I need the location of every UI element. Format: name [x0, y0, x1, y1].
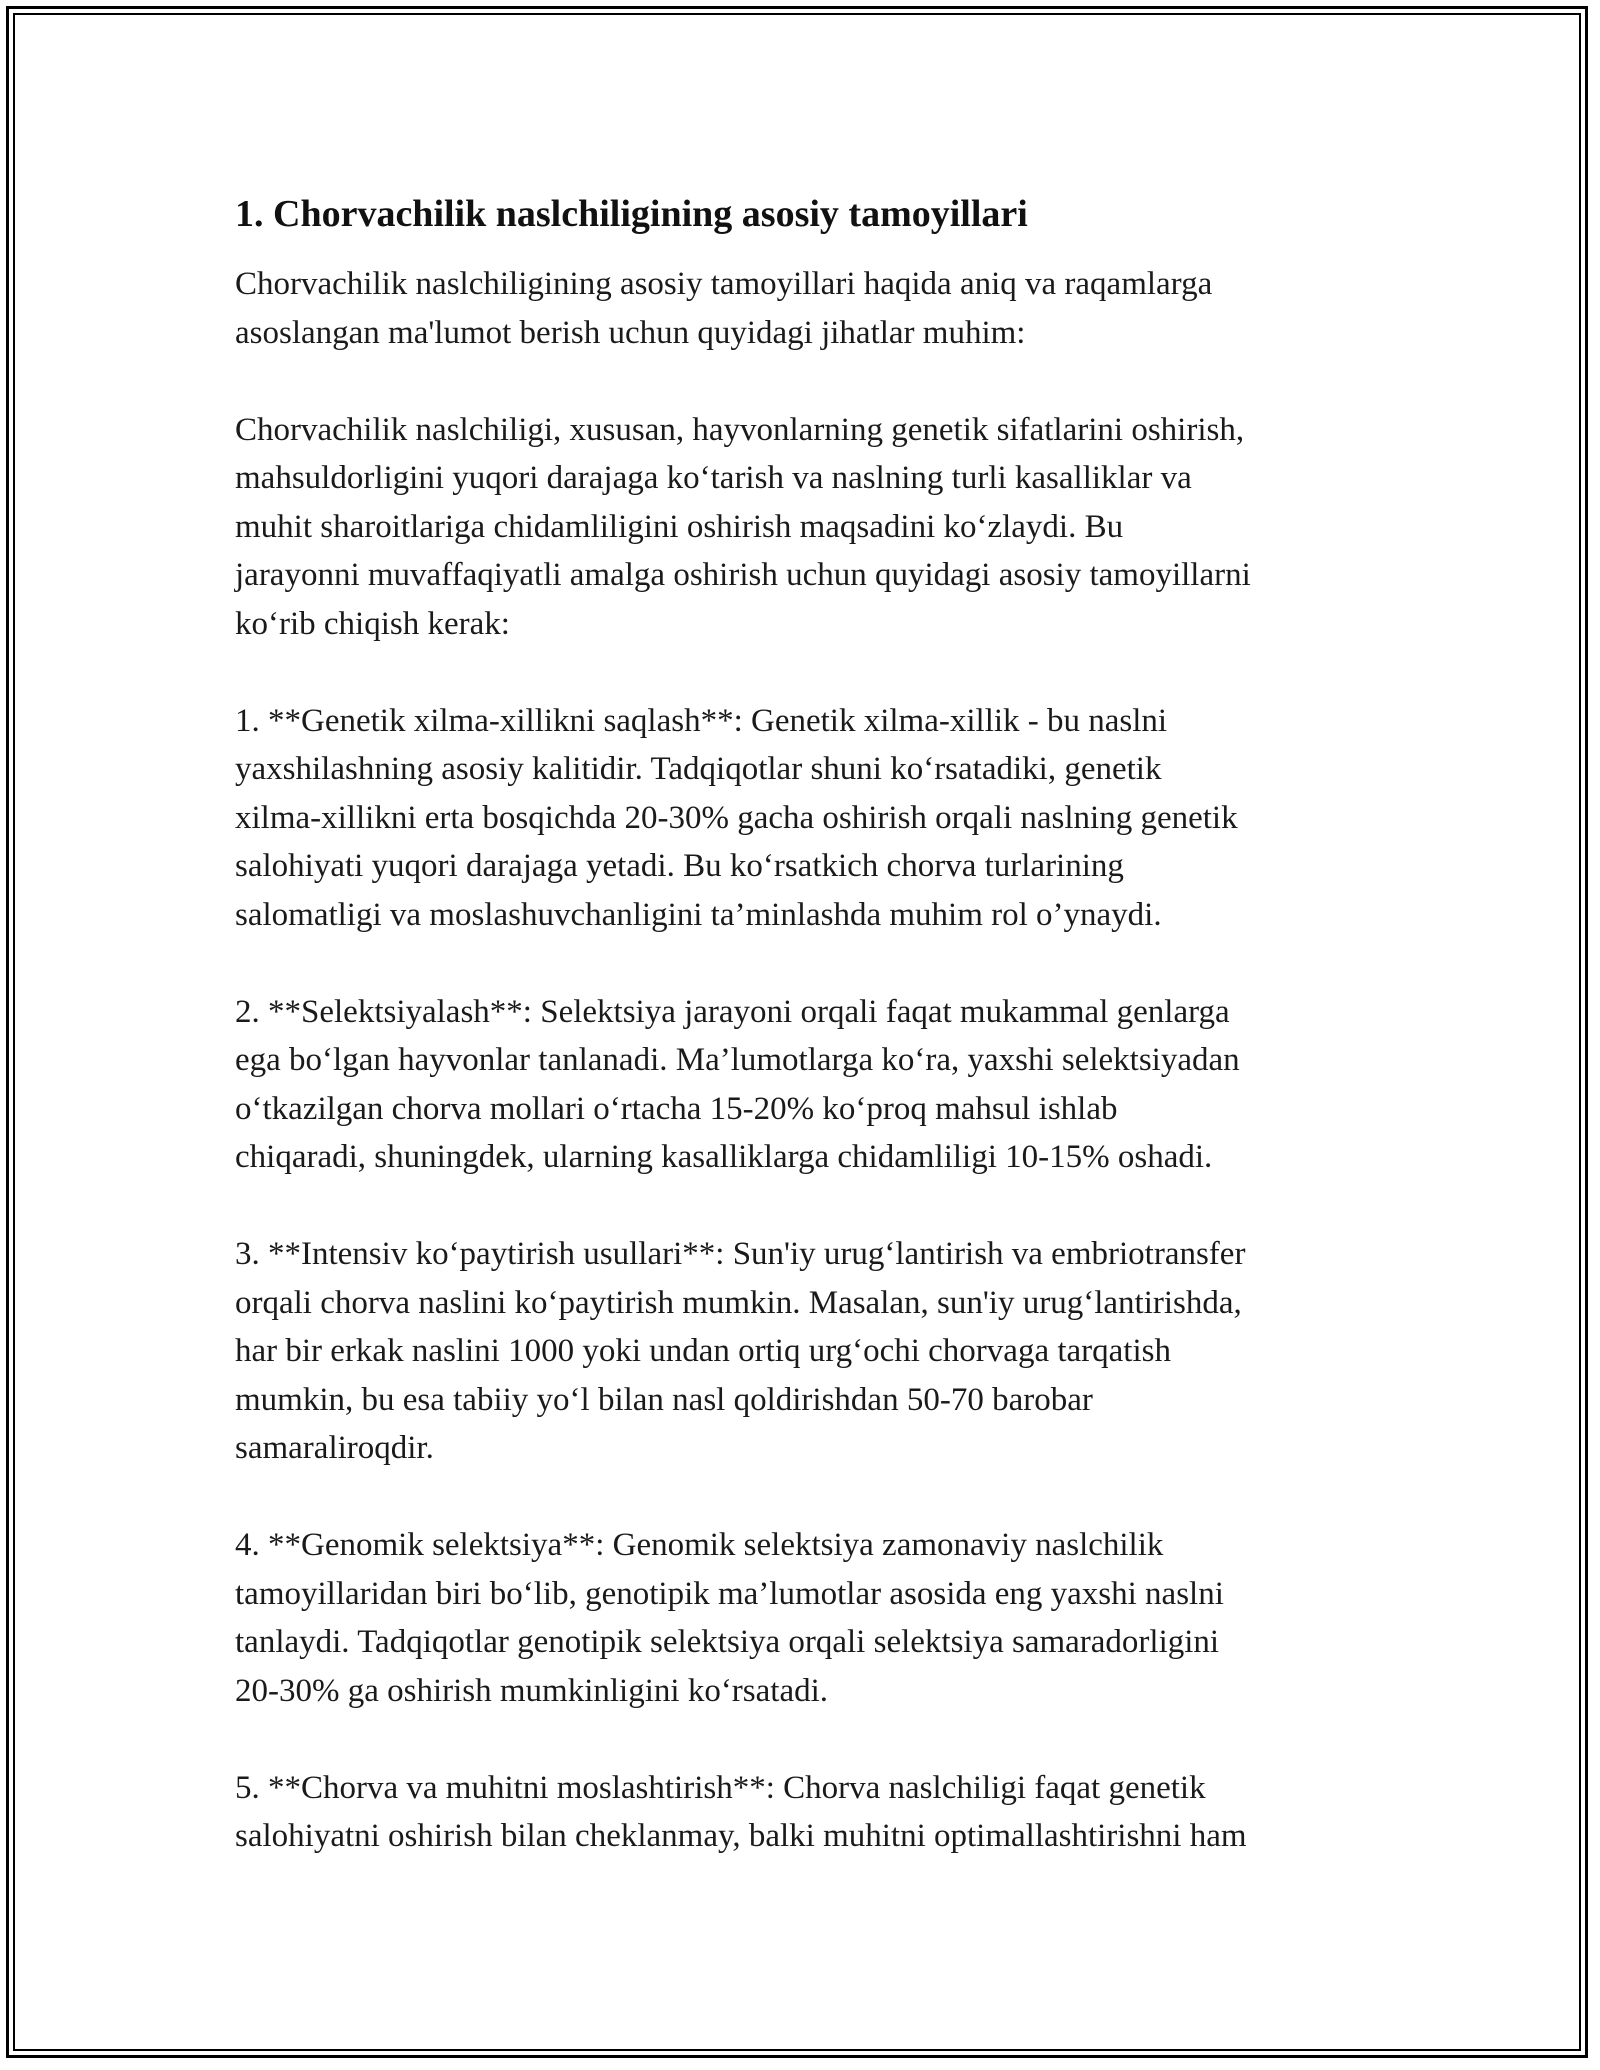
text-line: mahsuldorligini yuqori darajaga ko‘tarish va naslning turli kasalliklar va [235, 460, 1192, 496]
paragraph-item-1 [235, 697, 1370, 940]
text-line: salomatligi va moslashuvchanligini ta’minlashda muhim rol o’ynaydi. [235, 896, 1162, 933]
text-line: 5. **Chorva va muhitni moslashtirish**: Chorva naslchiligi faqat genetik [235, 1769, 1206, 1806]
text-line: xilma-xillikni erta bosqichda 20-30% gacha oshirish orqali naslning genetik [235, 799, 1238, 836]
paragraph-item-3 [235, 1230, 1370, 1473]
text-line: tamoyillaridan biri bo‘lib, genotipik ma’lumotlar asosida eng yaxshi naslni [235, 1575, 1224, 1612]
text-line: 3. **Intensiv ko‘paytirish usullari**: Sun'iy urug‘lantirish va embriotransfer [235, 1236, 1246, 1272]
text-line: salohiyatni oshirish bilan cheklanmay, balki muhitni optimallashtirishni ham [235, 1818, 1247, 1854]
text-line: samaraliroqdir. [235, 1430, 434, 1466]
text-line: har bir erkak naslini 1000 yoki undan ortiq urg‘ochi chorvaga tarqatish [235, 1333, 1171, 1369]
text-line: o‘tkazilgan chorva mollari o‘rtacha 15-20% ko‘proq mahsul ishlab [235, 1090, 1118, 1127]
text-line: tanlaydi. Tadqiqotlar genotipik selektsiya orqali selektsiya samaradorligini [235, 1624, 1220, 1660]
text-line: ega bo‘lgan hayvonlar tanlanadi. Ma’lumotlarga ko‘ra, yaxshi selektsiyadan [235, 1042, 1240, 1078]
paragraph-item-4 [235, 1521, 1370, 1715]
text-line: mumkin, bu esa tabiiy yo‘l bilan nasl qoldirishdan 50-70 barobar [235, 1381, 1093, 1418]
text-line: 2. **Selektsiyalash**: Selektsiya jarayoni orqali faqat mukammal genlarga [235, 993, 1230, 1030]
text-line: yaxshilashning asosiy kalitidir. Tadqiqotlar shuni ko‘rsatadiki, genetik [235, 751, 1162, 787]
text-line: salohiyati yuqori darajaga yetadi. Bu ko‘rsatkich chorva turlarining [235, 848, 1124, 884]
text-line: 1. **Genetik xilma-xillikni saqlash**: Genetik xilma-xillik - bu naslni [235, 702, 1168, 739]
text-line: orqali chorva naslini ko‘paytirish mumkin. Masalan, sun'iy urug‘lantirishda, [235, 1284, 1242, 1321]
paragraph-overview [235, 406, 1370, 649]
paragraph-item-5 [235, 1764, 1370, 1861]
text-line: muhit sharoitlariga chidamliligini oshirish maqsadini ko‘zlaydi. Bu [235, 508, 1124, 545]
paragraph-item-2 [235, 988, 1370, 1182]
text-line: 20-30% ga oshirish mumkinligini ko‘rsatadi. [235, 1672, 829, 1709]
text-line: 4. **Genomik selektsiya**: Genomik selektsiya zamonaviy naslchilik [235, 1527, 1164, 1563]
paragraph-intro [235, 260, 1370, 357]
document-heading: 1. Chorvachilik naslchiligining asosiy tamoyillari [235, 193, 1028, 235]
text-line: ko‘rib chiqish kerak: [235, 605, 510, 642]
text-line: jarayonni muvaffaqiyatli amalga oshirish uchun quyidagi asosiy tamoyillarni [235, 557, 1251, 593]
text-line: Chorvachilik naslchiligi, xususan, hayvonlarning genetik sifatlarini oshirish, [235, 411, 1245, 448]
document-body [235, 188, 1370, 1909]
text-line: asoslangan ma'lumot berish uchun quyidagi jihatlar muhim: [235, 314, 1026, 351]
text-line: chiqaradi, shuningdek, ularning kasalliklarga chidamliligi 10-15% oshadi. [235, 1139, 1213, 1175]
text-line: Chorvachilik naslchiligining asosiy tamoyillari haqida aniq va raqamlarga [235, 266, 1213, 302]
